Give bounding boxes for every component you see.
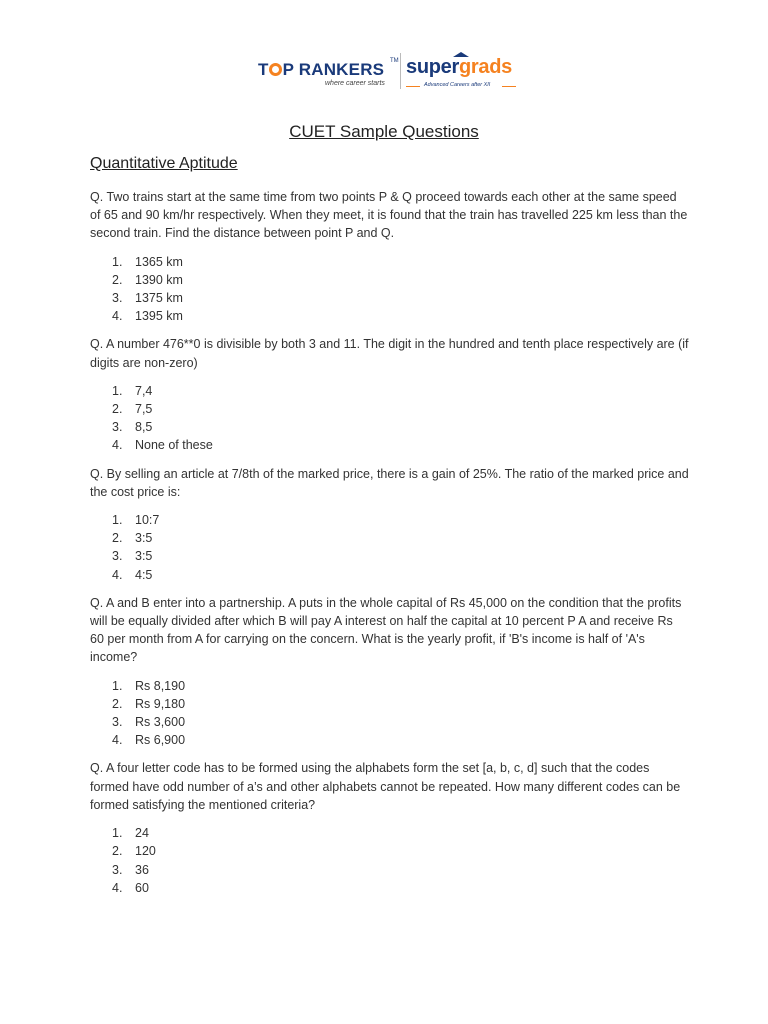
option-text: Rs 6,900 (135, 733, 186, 748)
option-text: 1390 km (135, 272, 183, 287)
section-heading: Quantitative Aptitude (90, 155, 238, 172)
toprankers-tagline: where career starts (325, 80, 385, 87)
option-number: 3. (112, 862, 123, 877)
option-text: 4:5 (135, 567, 153, 582)
option-item (90, 307, 690, 325)
option-text: None of these (135, 438, 213, 453)
option-item (90, 547, 690, 565)
option-list (90, 677, 690, 750)
toprankers-logo (258, 58, 399, 90)
option-item (90, 824, 690, 842)
option-item (90, 289, 690, 307)
question-text: Q. A number 476**0 is divisible by both 3 and 11. The digit in the hundred and tenth place respectively are (if digits are non-zero) (90, 337, 689, 370)
option-item (90, 566, 690, 584)
page-title: CUET Sample Questions (289, 122, 479, 141)
option-text: 36 (135, 862, 149, 877)
option-item (90, 842, 690, 860)
question-text: Q. Two trains start at the same time from two points P & Q proceed towards each other at the same speed of 65 and 90 km/hr respectively. When they meet, it is found that the train has travelled 225 km less than the second train. Find the distance between point P and Q. (90, 190, 688, 241)
option-text: 3:5 (135, 549, 153, 564)
tagline-rule-right (502, 86, 516, 87)
option-text: 7,4 (135, 383, 153, 398)
supergrads-wordmark: supergrads (406, 56, 512, 78)
option-text: 10:7 (135, 513, 160, 528)
option-number: 2. (112, 272, 123, 287)
logo-divider (400, 53, 401, 89)
question-block (90, 759, 690, 896)
question-block (90, 335, 690, 454)
header-logos (0, 50, 768, 95)
option-item (90, 879, 690, 897)
option-number: 2. (112, 696, 123, 711)
option-number: 3. (112, 291, 123, 306)
option-number: 1. (112, 383, 123, 398)
option-item (90, 529, 690, 547)
supergrads-tagline: Advanced Careers after XII (424, 82, 491, 88)
option-number: 1. (112, 254, 123, 269)
option-number: 3. (112, 715, 123, 730)
toprankers-wordmark: T P RANKERS (258, 60, 385, 79)
option-list (90, 382, 690, 455)
option-number: 4. (112, 309, 123, 324)
option-item (90, 253, 690, 271)
option-text: 7,5 (135, 402, 153, 417)
question-text: Q. A four letter code has to be formed using the alphabets form the set [a, b, c, d] such that the codes formed have odd number of a’s and other alphabets cannot be repeated. How many different codes can be formed satisfying the mentioned criteria? (90, 761, 681, 812)
option-item (90, 713, 690, 731)
option-item (90, 511, 690, 529)
option-number: 4. (112, 438, 123, 453)
option-number: 1. (112, 826, 123, 841)
option-number: 4. (112, 880, 123, 895)
question-list (90, 188, 690, 907)
supergrads-tagline-row (406, 82, 514, 90)
supergrads-logo (406, 52, 516, 92)
option-text: Rs 8,190 (135, 678, 186, 693)
option-text: 1365 km (135, 254, 183, 269)
option-text: 8,5 (135, 420, 153, 435)
option-number: 1. (112, 513, 123, 528)
option-text: 24 (135, 826, 149, 841)
option-item (90, 418, 690, 436)
question-block (90, 188, 690, 325)
option-number: 3. (112, 549, 123, 564)
option-text: 1395 km (135, 309, 183, 324)
question-text: Q. A and B enter into a partnership. A puts in the whole capital of Rs 45,000 on the condition that the profits will be equally divided after which B will pay A interest on half the capital at 10 percent P A and receive Rs 60 per month from A for carrying on the concern. What is the yearly profit, if 'B's income is half of 'A's income? (90, 595, 682, 665)
option-number: 2. (112, 531, 123, 546)
option-number: 2. (112, 402, 123, 417)
option-list (90, 824, 690, 897)
question-block (90, 465, 690, 584)
option-text: 120 (135, 844, 156, 859)
option-item (90, 861, 690, 879)
option-text: Rs 3,600 (135, 715, 186, 730)
question-block (90, 594, 690, 750)
question-text: Q. By selling an article at 7/8th of the marked price, there is a gain of 25%. The ratio of the marked price and the cost price is: (90, 466, 689, 499)
option-list (90, 511, 690, 584)
option-text: 60 (135, 880, 149, 895)
option-item (90, 436, 690, 454)
option-item (90, 382, 690, 400)
option-item (90, 731, 690, 749)
option-item (90, 271, 690, 289)
option-item (90, 677, 690, 695)
option-text: 3:5 (135, 531, 153, 546)
option-list (90, 253, 690, 326)
option-item (90, 400, 690, 418)
trademark-mark: TM (390, 58, 399, 64)
option-item (90, 695, 690, 713)
option-text: 1375 km (135, 291, 183, 306)
option-number: 2. (112, 844, 123, 859)
tagline-rule-left (406, 86, 420, 87)
option-number: 4. (112, 733, 123, 748)
option-number: 1. (112, 678, 123, 693)
option-number: 3. (112, 420, 123, 435)
toprankers-o-ring (269, 63, 282, 76)
option-text: Rs 9,180 (135, 696, 186, 711)
option-number: 4. (112, 567, 123, 582)
